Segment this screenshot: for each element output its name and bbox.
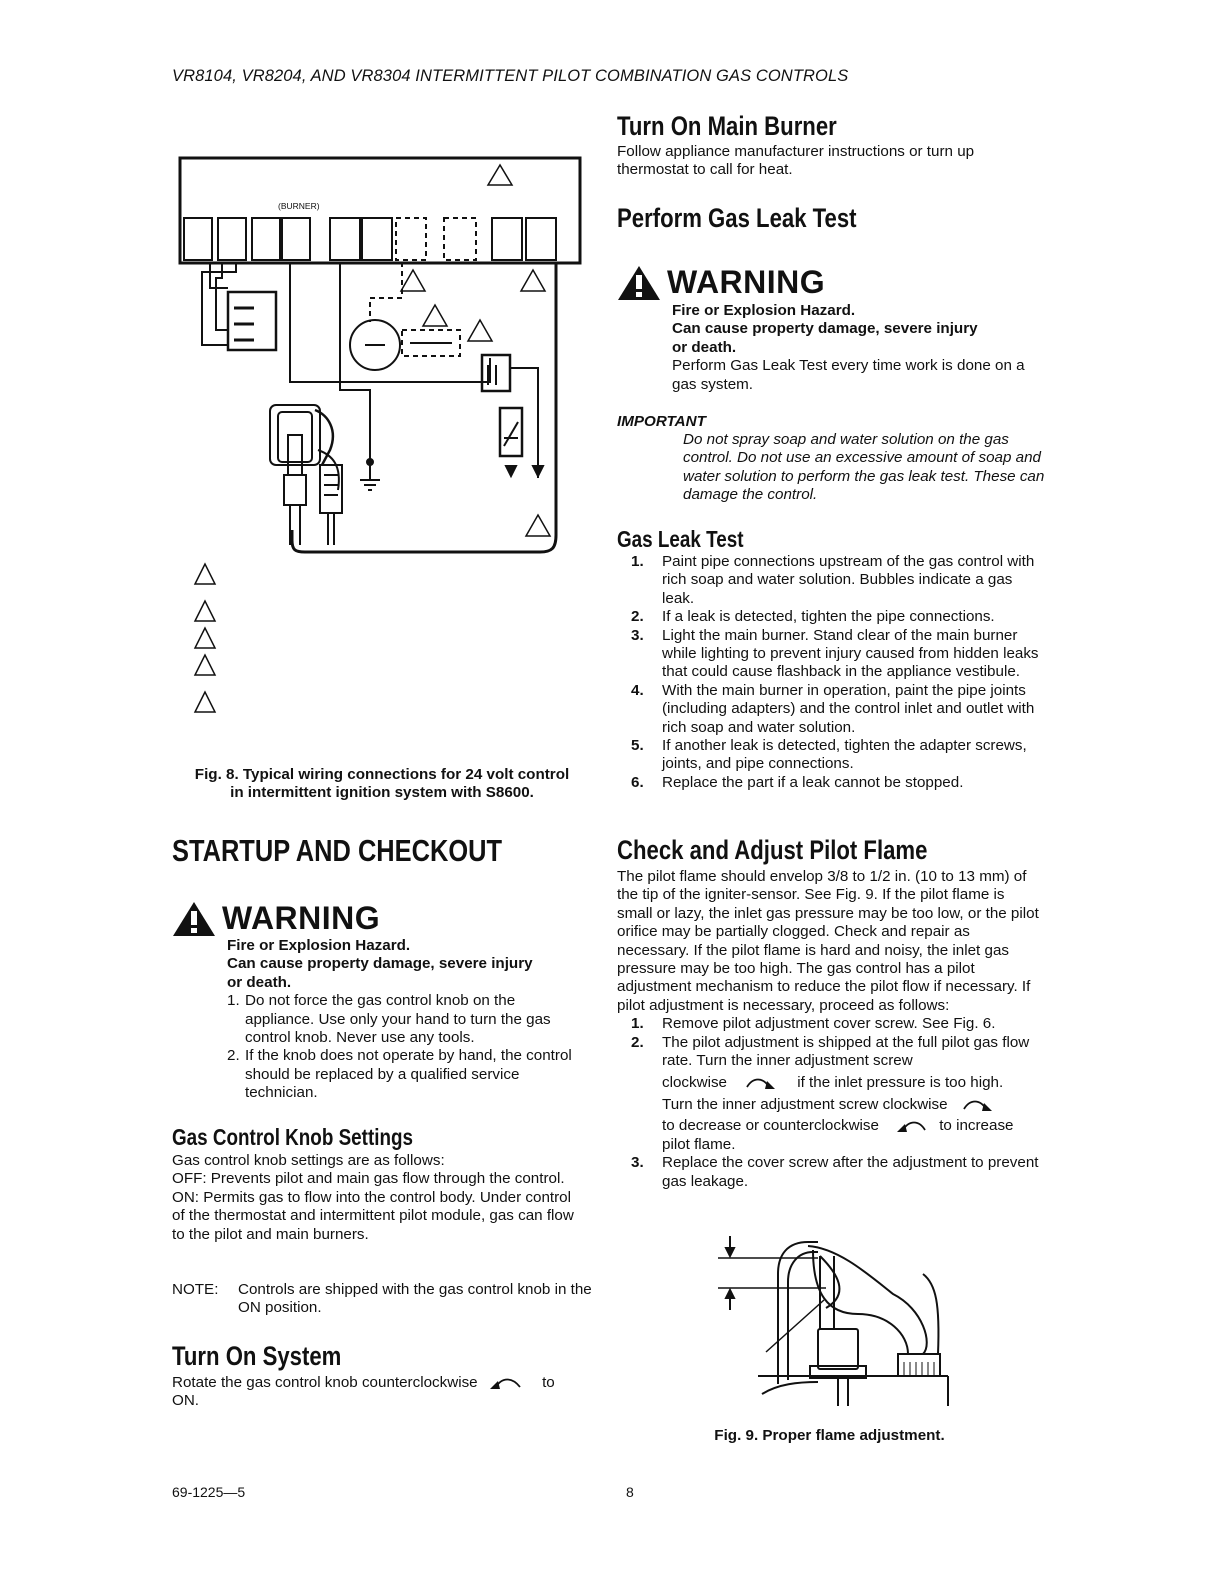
fig8-caption-line1: Fig. 8. Typical wiring connections for 24 volt control — [194, 766, 570, 783]
fig8-caption — [172, 766, 592, 803]
list-item: 2. If a leak is detected, tighten the pipe connections. — [631, 608, 995, 626]
system-text-b: to — [542, 1374, 555, 1391]
note-label: NOTE: — [172, 1281, 219, 1298]
warning-list — [227, 992, 587, 1102]
important-label: IMPORTANT — [617, 413, 706, 430]
leak-warning-body — [672, 302, 1042, 394]
wiring-diagram — [170, 150, 590, 725]
list-item: 3. Light the main burner. Stand clear of the main burner while lighting to prevent injury caused from hidden leaks that could cause flashback in the appliance vestibule. — [631, 626, 1039, 681]
pilot-flame-diagram — [718, 1234, 968, 1409]
warning-triangle-icon — [617, 265, 661, 301]
startup-warning-title — [172, 900, 380, 937]
list-item: 2. If the knob does not operate by hand, the control should be replaced by a qualified service technician. — [227, 1047, 572, 1102]
list-item: 1. Remove pilot adjustment cover screw. See Fig. 6. — [631, 1015, 996, 1033]
warning-triangle-icon — [172, 901, 216, 937]
knob-heading: Gas Control Knob Settings — [172, 1124, 413, 1150]
counterclockwise-icon — [895, 1118, 929, 1134]
startup-heading: STARTUP AND CHECKOUT — [172, 833, 502, 868]
pilot-body — [617, 868, 1042, 1191]
page-number: 8 — [626, 1484, 634, 1500]
knob-off: OFF: Prevents pilot and main gas flow through the control. — [172, 1170, 565, 1188]
system-heading: Turn On System — [172, 1341, 342, 1371]
warning-line2: Can cause property damage, severe injury — [227, 955, 533, 973]
important-text: Do not spray soap and water solution on the gas control. Do not use an excessive amount of soap and water solution to perform the gas leak test. These can damage the control. — [683, 431, 1045, 504]
list-item: 1. Paint pipe connections upstream of the gas control with rich soap and water solution. Bubbles indicate a gas leak. — [631, 553, 1035, 607]
fig8-caption-line2: in intermittent ignition system with S8600. — [230, 784, 534, 802]
warning-line4: Perform Gas Leak Test every time work is done on a gas system. — [672, 357, 1025, 393]
pilot-heading: Check and Adjust Pilot Flame — [617, 835, 928, 865]
doc-number: 69-1225—5 — [172, 1484, 246, 1500]
leak-test-heading: Gas Leak Test — [617, 526, 744, 552]
warning-line1: Fire or Explosion Hazard. — [227, 937, 411, 954]
warning-line3: or death. — [672, 338, 737, 356]
system-text-a: Rotate the gas control knob counterclockwise — [172, 1374, 478, 1391]
list-item: 4. With the main burner in operation, paint the pipe joints (including adapters) and the control inlet and outlet with rich soap and water solution. — [631, 681, 1035, 736]
warning-label: WARNING — [667, 264, 826, 300]
fig9-caption: Fig. 9. Proper flame adjustment. — [714, 1427, 945, 1444]
warning-line1: Fire or Explosion Hazard. — [672, 302, 856, 319]
list-item: 2. The pilot adjustment is shipped at the full pilot gas flow rate. Turn the inner adjustment screw clockwise if the inlet pressure is too high. Turn the inner adjustment screw clockwise to decrease or counterclockwise to increase pilot flame. — [631, 1033, 1030, 1153]
warning-line2: Can cause property damage, severe injury — [672, 320, 978, 338]
leak-heading: Perform Gas Leak Test — [617, 203, 857, 233]
knob-note — [172, 1281, 597, 1318]
warning-line3: or death. — [227, 973, 292, 991]
pilot-intro: The pilot flame should envelop 3/8 to 1/2 in. (10 to 13 mm) of the tip of the igniter-sensor. See Fig. 9. If the pilot flame is small or lazy, the inlet gas pressure may be too low, or the pilot orifice may be partially clogged. Check and repair as necessary. If the pilot flame is hard and noisy, the inlet gas pressure may be too high. The gas control has a pilot adjustment mechanism to reduce the pilot flow if necessary. If pilot adjustment is necessary, proceed as follows: — [617, 868, 1039, 1014]
startup-warning-body — [227, 937, 587, 1103]
leak-warning-title — [617, 264, 825, 301]
knob-body — [172, 1152, 582, 1244]
system-body — [172, 1374, 592, 1411]
clockwise-icon — [743, 1075, 777, 1091]
clockwise-icon — [960, 1097, 994, 1113]
counterclockwise-icon — [488, 1375, 524, 1391]
main-burner-text: Follow appliance manufacturer instructions or turn up thermostat to call for heat. — [617, 143, 975, 179]
list-item: 5. If another leak is detected, tighten the adapter screws, joints, and pipe connections. — [631, 737, 1027, 773]
note-text: Controls are shipped with the gas control knob in the ON position. — [238, 1281, 592, 1317]
running-header: VR8104, VR8204, AND VR8304 INTERMITTENT PILOT COMBINATION GAS CONTROLS — [172, 67, 849, 85]
list-item: 3. Replace the cover screw after the adjustment to prevent gas leakage. — [631, 1154, 1039, 1190]
burner-label: (BURNER) — [278, 201, 320, 211]
system-text-c: ON. — [172, 1392, 200, 1410]
list-item: 6. Replace the part if a leak cannot be stopped. — [631, 773, 964, 791]
knob-on: ON: Permits gas to flow into the control body. Under control of the thermostat and intermittent pilot module, gas can flow to the pilot and main burners. — [172, 1188, 574, 1243]
leak-test-steps — [617, 553, 1042, 792]
list-item: 1. Do not force the gas control knob on the appliance. Use only your hand to turn the gas control knob. Never use any tools. — [227, 992, 551, 1047]
warning-label: WARNING — [222, 900, 381, 936]
knob-intro: Gas control knob settings are as follows: — [172, 1152, 445, 1169]
main-burner-heading: Turn On Main Burner — [617, 111, 837, 141]
